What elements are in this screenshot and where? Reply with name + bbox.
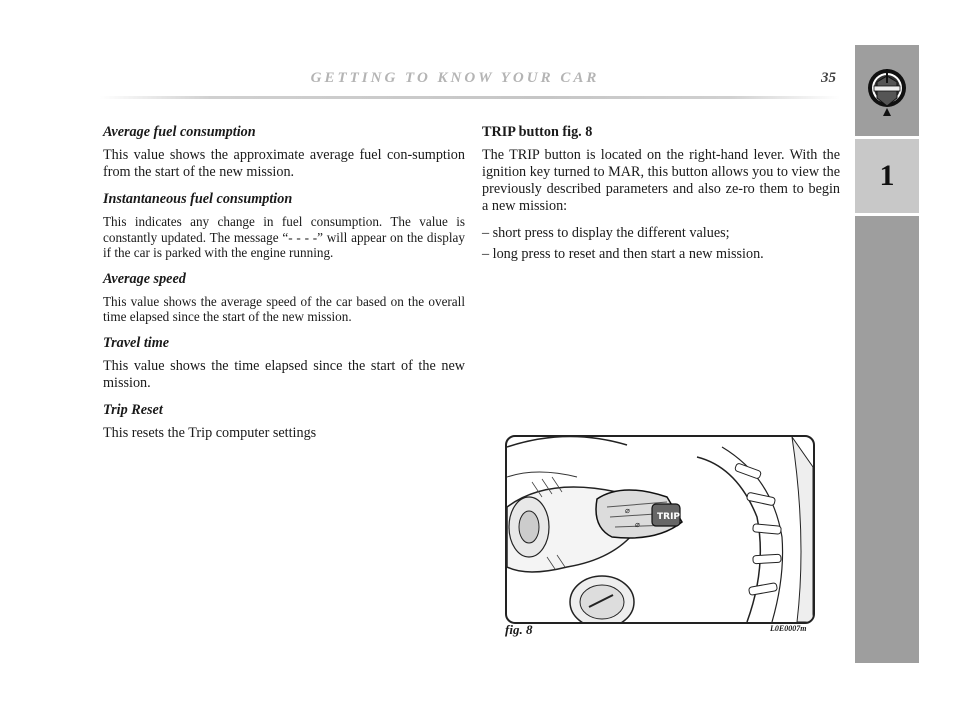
section-body: This indicates any change in fuel consumption. The value is constantly updated. The message “- - - -” will appear on the display if the car is parked with the engine running.: [103, 214, 465, 260]
section-heading: Average fuel consumption: [103, 124, 256, 140]
page-number: 35: [821, 70, 836, 86]
section-body: This value shows the average speed of the car based on the overall time elapsed since the start of the new mission.: [103, 293, 465, 324]
section-heading: Travel time: [103, 334, 170, 351]
section-body: This resets the Trip computer settings: [103, 424, 317, 441]
figure-illustration: [505, 435, 815, 624]
section-heading: Instantaneous fuel consumption: [103, 191, 293, 207]
right-column: [482, 124, 840, 267]
bullet-item: – long press to reset and then start a new mission.: [482, 246, 764, 262]
bullet-item: – short press to display the different values;: [482, 225, 730, 241]
chapter-sidebar: [855, 45, 919, 663]
svg-text:⌀: ⌀: [625, 506, 630, 515]
section-body: This value shows the approximate average fuel con-sumption from the start of the new mission.: [103, 147, 465, 180]
section-heading: Trip Reset: [103, 401, 163, 418]
section-body: This value shows the time elapsed since the start of the new mission.: [103, 357, 465, 391]
trip-button-label: TRIP: [657, 512, 681, 522]
left-column: [103, 124, 465, 452]
figure-caption: fig. 8: [505, 622, 533, 637]
figure-code: L0E0007m: [770, 624, 807, 633]
sidebar-separator: [855, 213, 919, 216]
chapter-tab[interactable]: 1: [855, 139, 919, 213]
trip-button-body: The TRIP button is located on the right-hand lever. With the ignition key turned to MAR, this button allows you to view the previously described parameters and also ze-ro them to begin a new mission:: [482, 147, 840, 214]
page-header-title: GETTING TO KNOW YOUR CAR: [310, 70, 600, 86]
header-rule: [100, 96, 840, 99]
section-heading: Average speed: [103, 270, 186, 287]
svg-text:⌀: ⌀: [635, 520, 640, 529]
lancia-logo-icon: [863, 62, 911, 120]
trip-button-heading: TRIP button fig. 8: [482, 124, 593, 140]
